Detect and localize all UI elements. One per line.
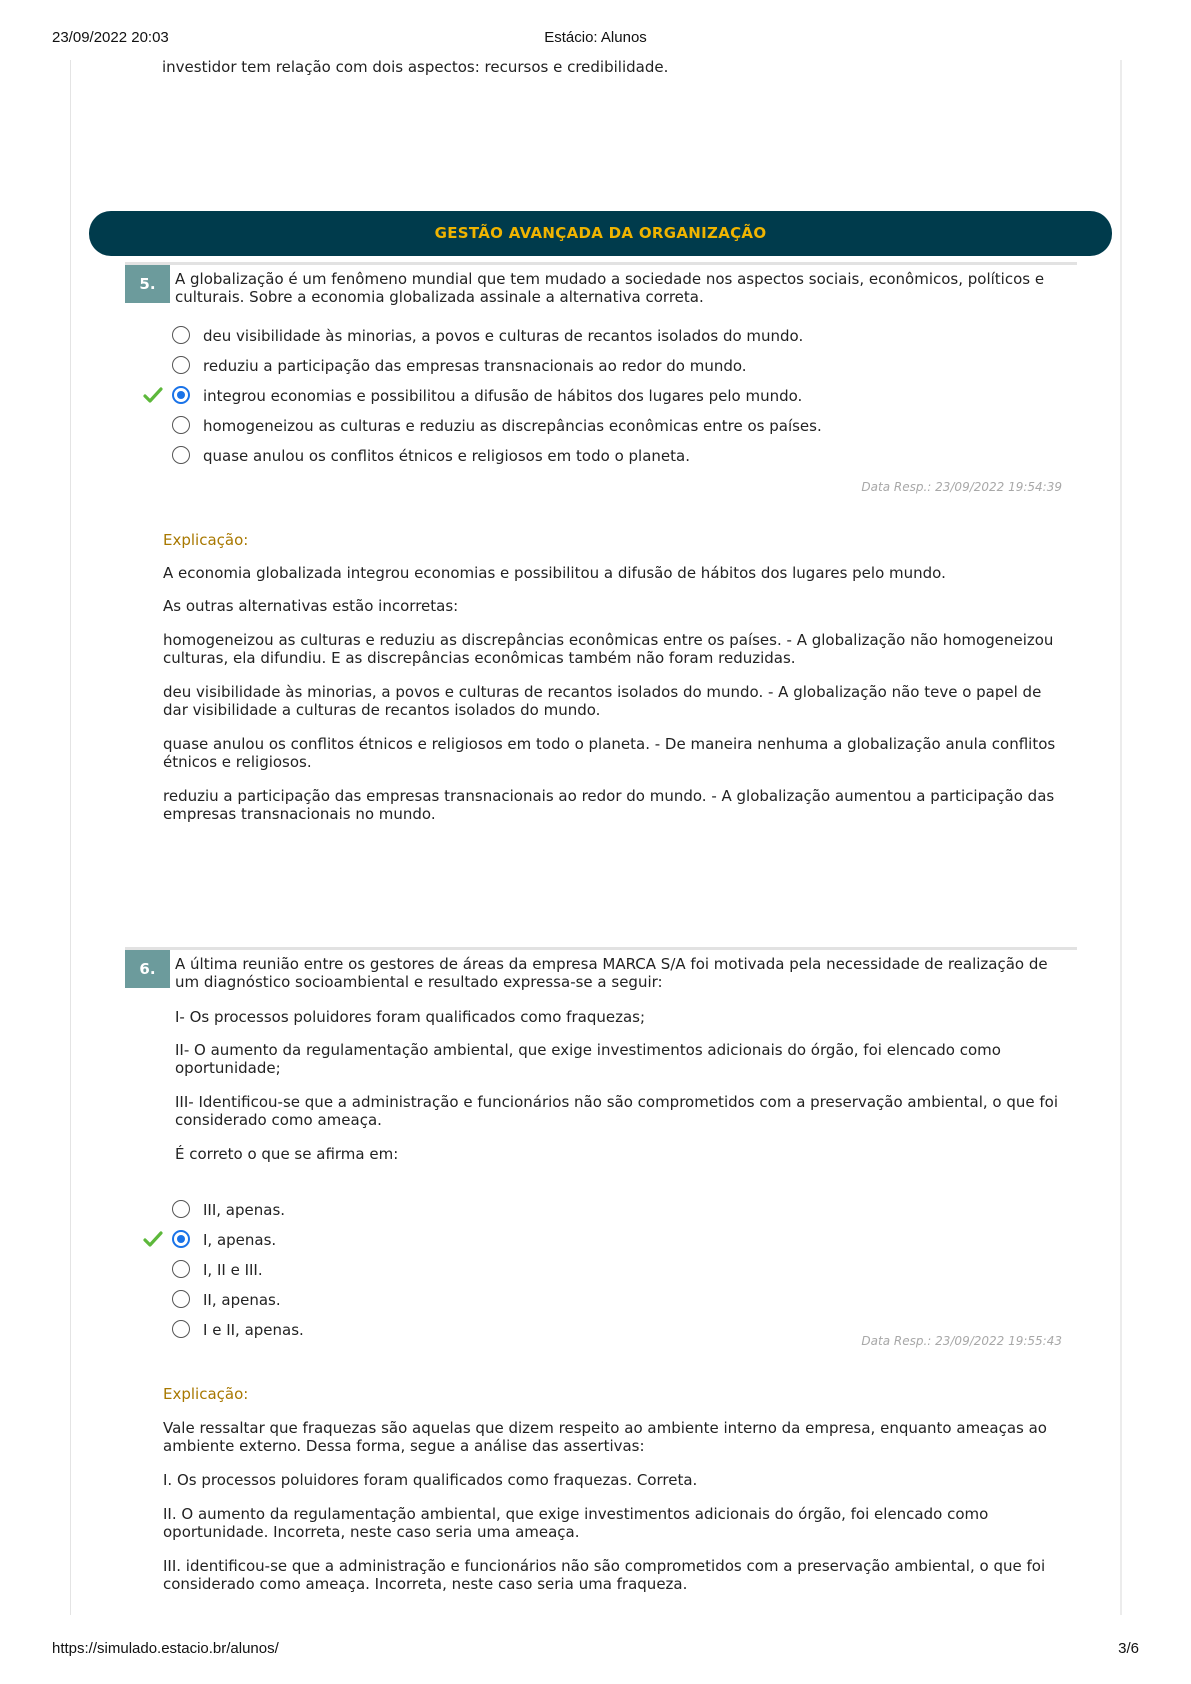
answer-option-label: I, apenas. xyxy=(203,1231,277,1249)
print-header xyxy=(52,29,1139,49)
print-url: https://simulado.estacio.br/alunos/ xyxy=(52,1640,279,1657)
response-timestamp: Data Resp.: 23/09/2022 19:54:39 xyxy=(861,480,1062,494)
correct-answer-check-icon xyxy=(143,386,163,404)
previous-explanation-tail: investidor tem relação com dois aspectos: recursos e credibilidade. xyxy=(162,58,669,76)
explanation-paragraph: I. Os processos poluidores foram qualificados como fraquezas. Correta. xyxy=(163,1471,698,1489)
print-page-title: Estácio: Alunos xyxy=(544,29,647,46)
radio-button[interactable] xyxy=(172,416,190,434)
answer-option-label: I, II e III. xyxy=(203,1261,263,1279)
radio-button[interactable] xyxy=(172,1290,190,1308)
answer-option-label: I e II, apenas. xyxy=(203,1321,304,1339)
print-footer xyxy=(52,1640,1139,1660)
answer-option-label: II, apenas. xyxy=(203,1291,281,1309)
question-item: I- Os processos poluidores foram qualificados como fraquezas; xyxy=(175,1008,646,1026)
explanation-paragraph: A economia globalizada integrou economias e possibilitou a difusão de hábitos dos lugares pelo mundo. xyxy=(163,564,946,582)
explanation-paragraph: reduziu a participação das empresas transnacionais ao redor do mundo. - A globalização aumentou a participação das empresas transnacionais no mundo. xyxy=(163,787,1055,823)
question-statement: A última reunião entre os gestores de áreas da empresa MARCA S/A foi motivada pela necessidade de realização de um diagnóstico socioambiental e resultado expressa-se a seguir: xyxy=(175,955,1048,991)
radio-button-selected[interactable] xyxy=(172,1230,190,1248)
response-timestamp: Data Resp.: 23/09/2022 19:55:43 xyxy=(861,1334,1062,1348)
answer-option-label: reduziu a participação das empresas transnacionais ao redor do mundo. xyxy=(203,357,747,375)
content-frame-left-border xyxy=(70,60,71,1615)
explanation-title: Explicação: xyxy=(163,1385,249,1403)
radio-button-selected[interactable] xyxy=(172,386,190,404)
radio-button[interactable] xyxy=(172,356,190,374)
question-number-badge: 5. xyxy=(125,265,170,303)
radio-button[interactable] xyxy=(172,1200,190,1218)
question-divider xyxy=(125,262,1077,265)
answer-option-label: deu visibilidade às minorias, a povos e culturas de recantos isolados do mundo. xyxy=(203,327,804,345)
content-frame-right-border xyxy=(1120,60,1122,1615)
radio-button[interactable] xyxy=(172,326,190,344)
radio-button[interactable] xyxy=(172,446,190,464)
question-item: II- O aumento da regulamentação ambiental, que exige investimentos adicionais do órgão, foi elencado como oportunidade; xyxy=(175,1041,1001,1077)
explanation-paragraph: homogeneizou as culturas e reduziu as discrepâncias econômicas entre os países. - A globalização não homogeneizou culturas, ela difundiu. E as discrepâncias econômicas também não foram reduzidas. xyxy=(163,631,1054,667)
answer-option-label: integrou economias e possibilitou a difusão de hábitos dos lugares pelo mundo. xyxy=(203,387,803,405)
correct-answer-check-icon xyxy=(143,1230,163,1248)
print-datetime: 23/09/2022 20:03 xyxy=(52,29,169,46)
answer-option-label: quase anulou os conflitos étnicos e religiosos em todo o planeta. xyxy=(203,447,690,465)
explanation-paragraph: As outras alternativas estão incorretas: xyxy=(163,597,459,615)
answer-option-label: homogeneizou as culturas e reduziu as discrepâncias econômicas entre os países. xyxy=(203,417,822,435)
explanation-title: Explicação: xyxy=(163,531,249,549)
explanation-paragraph: deu visibilidade às minorias, a povos e culturas de recantos isolados do mundo. - A globalização não teve o papel de dar visibilidade a culturas de recantos isolados do mundo. xyxy=(163,683,1042,719)
question-divider xyxy=(125,947,1077,950)
radio-button[interactable] xyxy=(172,1260,190,1278)
print-page-number: 3/6 xyxy=(1118,1640,1139,1657)
question-prompt: É correto o que se afirma em: xyxy=(175,1145,399,1163)
question-item: III- Identificou-se que a administração e funcionários não são comprometidos com a preservação ambiental, o que foi considerado como ameaça. xyxy=(175,1093,1059,1129)
question-number-badge: 6. xyxy=(125,950,170,988)
question-statement: A globalização é um fenômeno mundial que tem mudado a sociedade nos aspectos sociais, econômicos, políticos e culturais. Sobre a economia globalizada assinale a alternativa correta. xyxy=(175,270,1045,306)
explanation-paragraph: Vale ressaltar que fraquezas são aquelas que dizem respeito ao ambiente interno da empresa, enquanto ameaças ao ambiente externo. Dessa forma, segue a análise das assertivas: xyxy=(163,1419,1047,1455)
explanation-paragraph: III. identificou-se que a administração e funcionários não são comprometidos com a preservação ambiental, o que foi considerado como ameaça. Incorreta, neste caso seria uma fraqueza. xyxy=(163,1557,1046,1593)
explanation-paragraph: quase anulou os conflitos étnicos e religiosos em todo o planeta. - De maneira nenhuma a globalização anula conflitos étnicos e religiosos. xyxy=(163,735,1056,771)
answer-option-label: III, apenas. xyxy=(203,1201,286,1219)
radio-button[interactable] xyxy=(172,1320,190,1338)
explanation-paragraph: II. O aumento da regulamentação ambiental, que exige investimentos adicionais do órgão, foi elencado como oportunidade. Incorreta, neste caso seria uma ameaça. xyxy=(163,1505,989,1541)
section-banner: GESTÃO AVANÇADA DA ORGANIZAÇÃO xyxy=(89,211,1112,256)
